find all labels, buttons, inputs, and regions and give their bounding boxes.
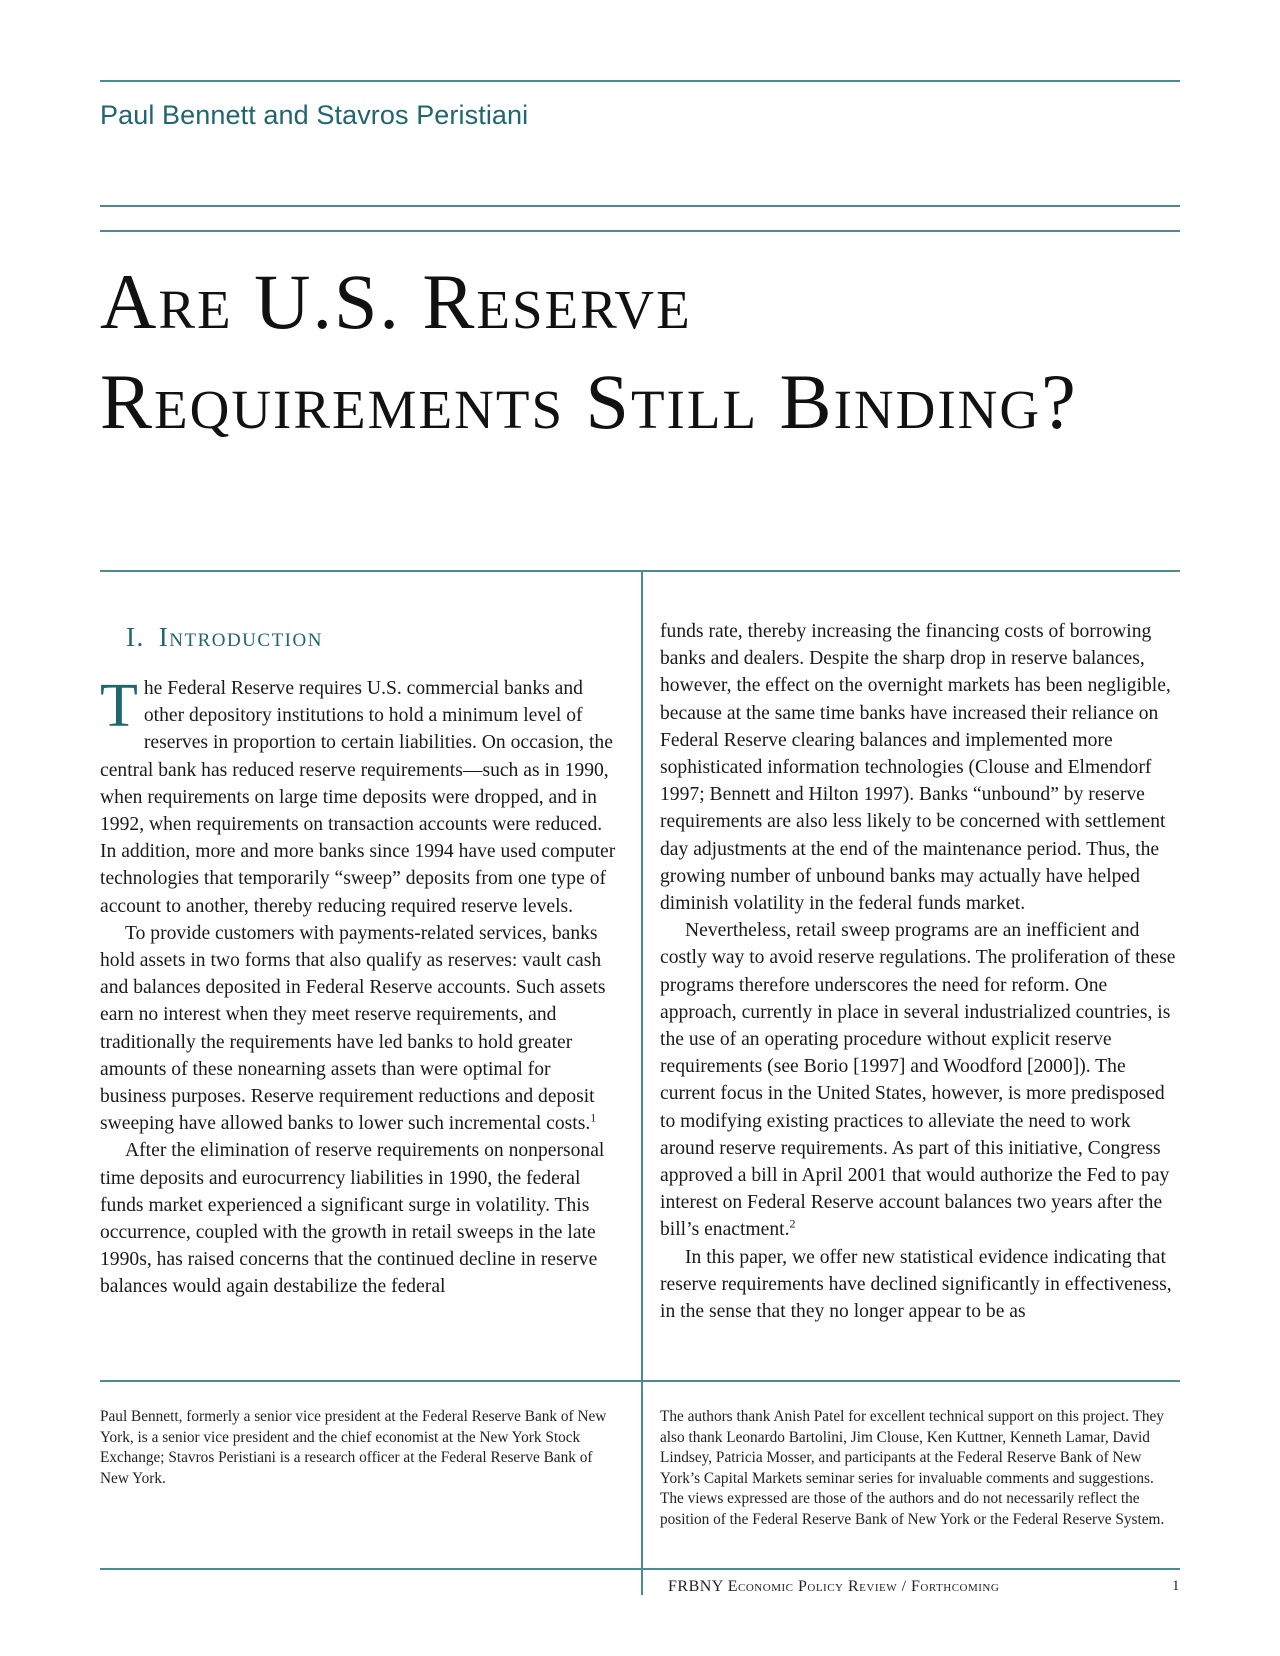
body-column-left [100,672,620,1301]
footnote-top-rule [100,1380,1180,1382]
section-title: Introduction [158,622,323,652]
author-bio-note: Paul Bennett, formerly a senior vice president at the Federal Reserve Bank of New York, is a senior vice president and the chief economist at the New York Stock Exchange; Stavros Peristiani is a research officer at the Federal Reserve Bank of New York. [100,1408,607,1487]
header-bottom-rule [100,205,1180,207]
section-heading [126,622,323,653]
paragraph: After the elimination of reserve requirements on nonpersonal time deposits and eurocurrency liabilities in 1990, the federal funds market experienced a significant surge in volatility. This occurrence, coupled with the growth in retail sweeps in the late 1990s, has raised concerns that the continued decline in reserve balances would again destabilize the federal [100,1140,605,1298]
footnote-ref[interactable]: 2 [789,1216,796,1231]
paragraph: To provide customers with payments-related services, banks hold assets in two forms that also qualify as reserves: vault cash and balances deposited in Federal Reserve accounts. Such assets earn no interest when they meet reserve requirements, and traditionally the requirements have led banks to hold greater amounts of these nonearning assets than were optimal for business purposes. Reserve requirement reductions and deposit sweeping have allowed banks to lower such incremental costs.$^1$ [100,922,606,1135]
body-top-rule [100,570,1180,572]
top-rule [100,80,1180,82]
drop-cap: T [100,672,138,740]
title-line-2: Requirements Still Binding? [100,358,1078,445]
article-title [100,252,1078,452]
title-line-1: Are U.S. Reserve [100,258,692,345]
title-top-rule [100,230,1180,232]
paragraph: Nevertheless, retail sweep programs are an inefficient and costly way to avoid reserve regulations. The proliferation of these programs therefore underscores the need for reform. One approach, currently in place in several industrialized countries, is the use of an operating procedure without explicit reserve requirements (see Borio [1997] and Woodford [2000]). The current focus in the United States, however, is more predisposed to modifying existing practices to alleviate the need to work around reserve requirements. As part of this initiative, Congress approved a bill in April 2001 that would authorize the Fed to pay interest on Federal Reserve account balances two years after the bill’s enactment.$^2$ [660,920,1176,1241]
footer-rule [100,1568,1180,1570]
acknowledgments-note: The authors thank Anish Patel for excellent technical support on this project. They also thank Leonardo Bartolini, Jim Clouse, Ken Kuttner, Kenneth Lamar, David Lindsey, Patricia Mosser, and participants at the Federal Reserve Bank of New York’s Capital Markets seminar series for invaluable comments and suggestions. The views expressed are those of the authors and do not necessarily reflect the position of the Federal Reserve Bank of New York or the Federal Reserve System. [660,1408,1165,1528]
paragraph: In this paper, we offer new statistical evidence indicating that reserve requirements have declined significantly in effectiveness, in the sense that they no longer appear to be as [660,1246,1172,1323]
footnote-ref[interactable]: 1 [590,1110,597,1125]
running-footer: FRBNY Economic Policy Review / Forthcoming [668,1578,1000,1595]
paragraph: The Federal Reserve requires U.S. commercial banks and other depository institutions to hold a minimum level of reserves in proportion to certain liabilities. On occasion, the central bank has reduced reserve requirements—such as in 1990, when requirements on large time deposits were dropped, and in 1992, when requirements on transaction accounts were reduced. In addition, more and more banks since 1994 have used computer technologies that temporarily “sweep” deposits from one type of account to another, thereby reducing required reserve levels. [100,672,616,917]
author-names: Paul Bennett and Stavros Peristiani [100,100,529,130]
page-number: 1 [1172,1578,1180,1594]
column-divider [641,570,643,1595]
paragraph: funds rate, thereby increasing the financing costs of borrowing banks and dealers. Despite the sharp drop in reserve balances, however, the effect on the overnight markets has been negligible, because at the same time banks have increased their reliance on Federal Reserve clearing balances and implemented more sophisticated information technologies (Clouse and Elmendorf 1997; Bennett and Hilton 1997). Banks “unbound” by reserve requirements are also less likely to be concerned with settlement day adjustments at the end of the maintenance period. Thus, the growing number of unbound banks may actually have helped diminish volatility in the federal funds market. [660,621,1171,915]
body-column-right [660,618,1180,1325]
section-number: I. [126,622,145,652]
